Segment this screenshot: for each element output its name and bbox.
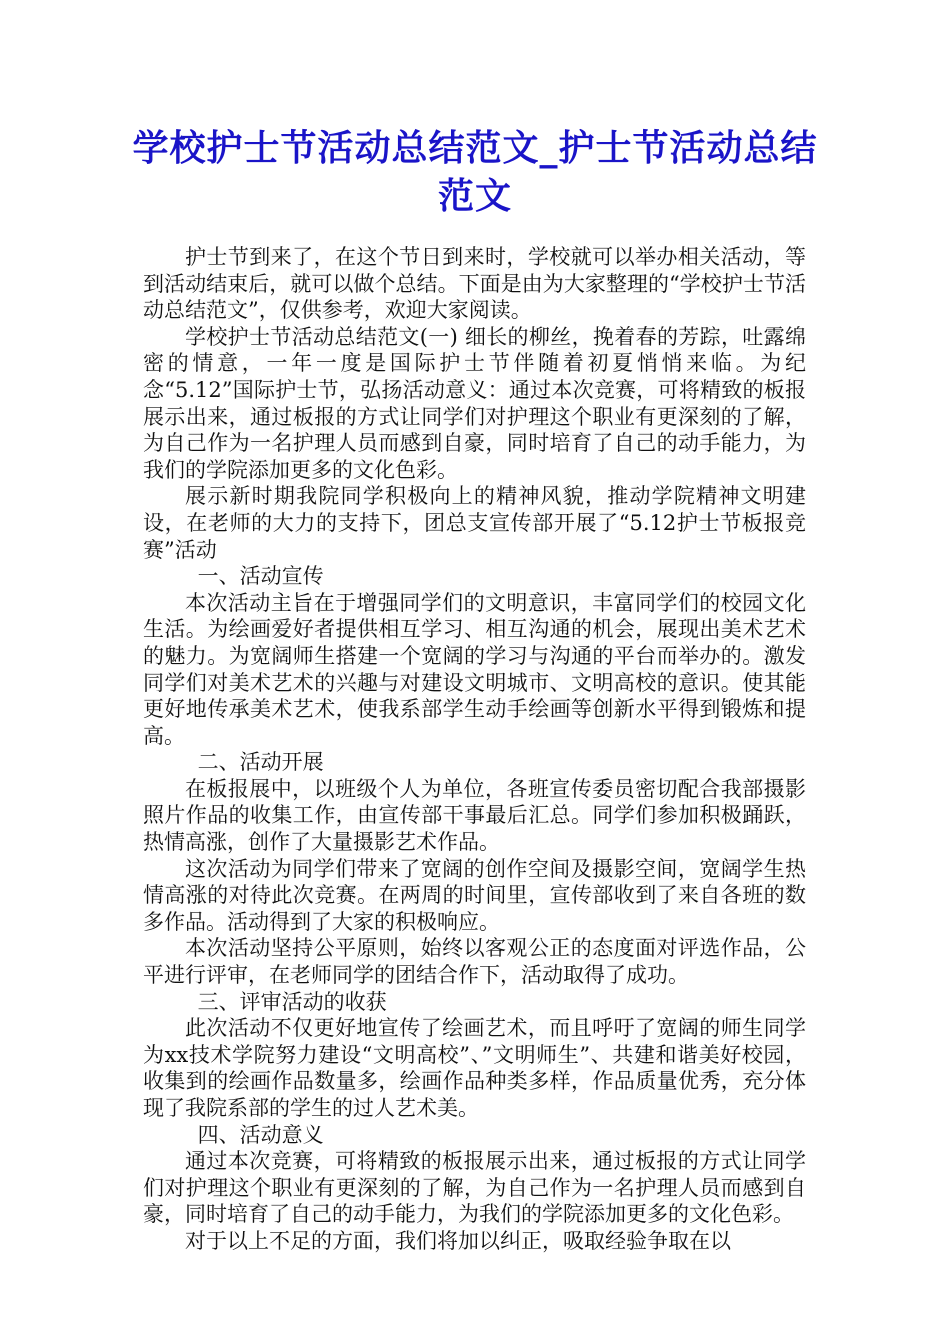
document-title: 学校护士节活动总结范文_护士节活动总结范文 xyxy=(132,127,818,217)
body-paragraph: 此次活动不仅更好地宣传了绘画艺术，而且呼吁了宽阔的师生同学为xx技术学院努力建设“文明高校”、”文明师生”、共建和谐美好校园，收集到的绘画作品数量多，绘画作品种类多样，作品质量优秀，充分体现了我院系部的学生的过人艺术美。 xyxy=(143,1016,806,1120)
body-paragraph: 对于以上不足的方面，我们将加以纠正，吸取经验争取在以 xyxy=(185,1228,731,1253)
body-paragraph: 本次活动主旨在于增强同学们的文明意识，丰富同学们的校园文化生活。为绘画爱好者提供相互学习、相互沟通的机会，展现出美术艺术的魅力。为宽阔师生搭建一个宽阔的学习与沟通的平台而举办的。激发同学们对美术艺术的兴趣与对建设文明城市、文明高校的意识。使其能更好地传承美术艺术，使我系部学生动手绘画等创新水平得到锻炼和提高。 xyxy=(143,590,806,748)
section-heading: 一、活动宣传 xyxy=(197,564,324,589)
body-paragraph: 学校护士节活动总结范文(一) 细长的柳丝，挽着春的芳踪，吐露绵密的情意，一年一度是国际护士节伴随着初夏悄悄来临。为纪念“5.12”国际护士节，弘扬活动意义：通过本次竞赛，可将精致的板报展示出来，通过板报的方式让同学们对护理这个职业有更深刻的了解，为自己作为一名护理人员而感到自豪，同时培育了自己的动手能力，为我们的学院添加更多的文化色彩。 xyxy=(143,324,806,482)
section-heading: 三、评审活动的收获 xyxy=(197,989,387,1014)
section-heading: 二、活动开展 xyxy=(197,750,324,775)
body-paragraph: 本次活动坚持公平原则，始终以客观公正的态度面对评选作品，公平进行评审，在老师同学的团结合作下，活动取得了成功。 xyxy=(143,936,806,988)
intro-paragraph: 护士节到来了，在这个节日到来时，学校就可以举办相关活动，等到活动结束后，就可以做个总结。下面是由为大家整理的“学校护士节活动总结范文”，仅供参考，欢迎大家阅读。 xyxy=(143,245,806,323)
body-paragraph: 这次活动为同学们带来了宽阔的创作空间及摄影空间，宽阔学生热情高涨的对待此次竞赛。在两周的时间里，宣传部收到了来自各班的数多作品。活动得到了大家的积极响应。 xyxy=(143,856,806,934)
body-paragraph: 通过本次竞赛，可将精致的板报展示出来，通过板报的方式让同学们对护理这个职业有更深刻的了解，为自己作为一名护理人员而感到自豪，同时培育了自己的动手能力，为我们的学院添加更多的文化色彩。 xyxy=(143,1149,806,1227)
document-body xyxy=(143,244,806,1255)
body-paragraph: 展示新时期我院同学积极向上的精神风貌，推动学院精神文明建设，在老师的大力的支持下，团总支宣传部开展了“5.12护士节板报竞赛”活动 xyxy=(143,484,806,562)
body-paragraph: 在板报展中，以班级个人为单位，各班宣传委员密切配合我部摄影照片作品的收集工作，由宣传部干事最后汇总。同学们参加积极踊跃，热情高涨，创作了大量摄影艺术作品。 xyxy=(143,776,806,855)
section-heading: 四、活动意义 xyxy=(197,1122,324,1147)
